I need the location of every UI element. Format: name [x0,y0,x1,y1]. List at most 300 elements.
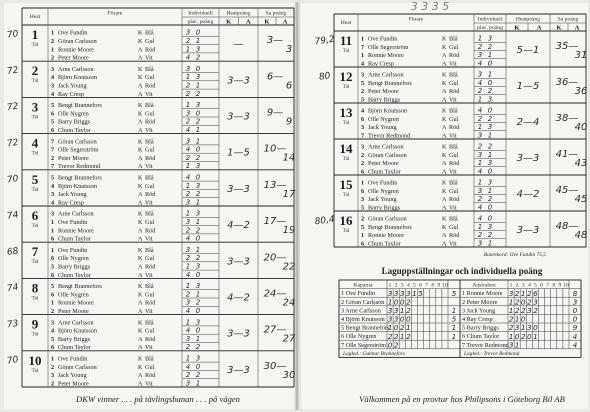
rider-place-handwritten: 3 [185,137,191,146]
rider-color: Blå [449,71,458,79]
rider-name: Ronnie Moore [368,232,404,240]
team2-rider-name: 5 Barry Briggs [462,324,499,332]
team2-rider-score-handwritten: 2 [520,306,526,315]
rider-team: A [442,204,447,212]
rider-points-handwritten: 2 [487,87,493,96]
rider-place-handwritten: 2 [185,343,191,352]
rider-place-handwritten: 1 [185,282,191,291]
rider-name: Trevor Redmond [368,132,411,140]
running-total-handwritten: 48— [555,221,579,232]
rider-gate: 7 [361,132,365,140]
team1-rider-score-handwritten: 0 [399,297,405,307]
rider-gate: 5 [361,223,365,231]
rider-team: K [442,187,447,195]
rider-gate: 7 [361,43,365,51]
rider-gate: 1 [361,232,365,240]
rider-gate: 2 [51,154,55,162]
rider-gate: 4 [51,182,55,190]
rider-team: A [138,227,143,235]
team2-rider-total-handwritten: 4 [572,331,578,341]
header-total: Sa poäng [265,10,287,17]
rider-gate: 6 [51,110,55,118]
rider-color: Blå [449,107,458,115]
team2-rider-score-handwritten: 6 [533,288,538,298]
rider-gate: 2 [361,151,365,159]
team1-rider-score-handwritten: 1 [405,323,411,333]
team2-rider-total-handwritten: 4 [572,340,578,350]
team2-rider-score-handwritten: 1 [514,314,520,324]
heat-result-handwritten: 1—5 [227,147,250,159]
rider-place-handwritten: 4 [185,53,191,62]
team2-rider-score-handwritten: 2 [508,314,514,324]
team2-rider-score-handwritten: 3 [533,297,538,307]
team2-heat-number: 4 [527,282,531,289]
rider-place-handwritten: 2 [185,371,191,380]
rider-gate: 6 [51,235,55,243]
rider-team: K [138,65,143,73]
rider-place-handwritten: 3 [477,131,483,140]
team2-rider-score-handwritten: 2 [514,288,520,298]
rider-color: Gul [145,327,155,335]
rider-name: Peter Moore [58,54,89,62]
rider-gate: 3 [361,71,365,79]
running-total-handwritten: 45 [574,194,588,205]
running-total-handwritten: 41— [555,149,579,160]
rider-name: Göran Carlsson [58,38,97,45]
team1-heat-number: 5 [413,282,416,289]
rider-team: K [138,219,143,226]
heat-number: 2 [31,63,39,79]
rider-color: Röd [145,82,156,90]
rider-gate: 1 [361,35,365,43]
rider-gate: 1 [51,299,55,307]
rider-gate: 5 [51,174,55,182]
rider-name: Björn Knutsson [58,182,98,190]
rider-name: Peter Moore [58,380,89,388]
rider-gate: 2 [361,215,365,223]
rider-gate: 2 [51,54,55,62]
rider-place-handwritten: 2 [477,195,483,204]
rider-place-handwritten: 2 [185,190,191,199]
team2-rider-score-handwritten: 0 [514,331,520,341]
rider-points-handwritten: 3 [195,181,201,190]
rider-place-handwritten: 3 [477,70,483,79]
rider-team: K [138,110,143,118]
rider-points-handwritten: 3 [195,209,201,218]
rider-gate: 6 [361,168,365,176]
rider-gate: 2 [51,380,55,388]
rider-team: A [442,60,447,68]
rider-place-handwritten: 2 [477,42,483,51]
heat-time-handwritten: 70 [6,29,20,41]
rider-color: Blå [145,29,154,37]
rider-color: Blå [145,174,154,182]
rider-place-handwritten: 2 [185,81,191,90]
heat-number: 11 [339,33,353,48]
heat-time-handwritten: 70 [6,355,20,367]
rider-points-handwritten: 3 [487,178,493,187]
header-team-k: K [514,24,520,32]
rider-points-handwritten: 0 [487,203,493,212]
team1-rider-name: 2 Göran Carlsson [341,298,385,306]
rider-name: Björn Knutsson [58,74,98,82]
rider-points-handwritten: 2 [487,42,493,51]
heat-number: 7 [31,244,39,260]
rider-color: Blå [449,143,458,151]
rider-team: K [138,74,143,82]
rider-name: Björn Knutsson [58,327,98,335]
rider-points-handwritten: 0 [195,64,201,73]
rider-color: Blå [145,355,154,363]
team1-rider-name: 6 Olle Nygren [341,333,377,341]
rider-team: A [138,118,143,126]
rider-gate: 1 [361,52,365,60]
team1-rider-score-handwritten: 2 [399,323,405,333]
rider-name: Chum Taylor [58,127,91,134]
rider-team: K [138,363,143,371]
rider-team: K [138,182,143,190]
rider-points-handwritten: 2 [195,89,201,98]
running-total-handwritten: 19 [282,225,296,237]
rider-color: Vit [449,168,457,176]
heat-time-handwritten: 68 [6,246,20,258]
rider-name: Barry Briggs [58,335,91,343]
running-total-handwritten: 45— [555,185,579,196]
rider-team: K [138,29,143,37]
rider-gate: 6 [361,115,365,123]
rider-gate: 7 [51,138,55,146]
running-total-handwritten: 14 [282,152,296,164]
header-individual: Individuell [477,16,503,23]
rider-gate: 3 [361,124,365,132]
rider-points-handwritten: 2 [487,195,493,204]
rider-place-handwritten: 1 [185,45,191,54]
team2-heat-number: 8 [552,282,556,289]
heat-result-handwritten: 3—3 [227,256,250,268]
team1-rider-total-handwritten: 1 [451,323,457,333]
rider-team: A [138,263,143,271]
rider-team: K [442,215,447,223]
team1-rider-score-handwritten: 3 [387,306,393,315]
running-total-handwritten: 9 [285,116,293,128]
heat-time-label: Tid [31,260,39,266]
rider-name: Trevor Redmond [58,163,101,171]
rider-team: K [442,179,447,187]
rider-gate: 3 [51,191,55,199]
heat-result-handwritten: 3—3 [516,225,540,236]
heat-time-label: Tid [342,85,350,90]
team1-heat-number: 2 [394,282,398,289]
rider-gate: 5 [361,96,365,104]
heat-number: 14 [339,141,353,156]
rider-place-handwritten: 2 [477,87,483,96]
team1-rider-score-handwritten: 1 [399,306,405,315]
rider-gate: 3 [51,372,55,380]
rider-place-handwritten: 1 [185,162,191,171]
heat-number: 6 [31,208,39,223]
rider-place-handwritten: 1 [477,159,483,168]
rider-color: Blå [145,210,154,218]
rider-gate: 6 [361,187,365,195]
header-total: Sa poäng [557,16,579,23]
rider-place-handwritten: 1 [185,262,191,271]
running-total-handwritten: 27— [263,324,287,336]
rider-team: K [442,223,447,231]
heat-result-handwritten: 3—3 [227,183,250,195]
team2-rider-score-handwritten: 2 [526,288,532,298]
team2-rider-score-handwritten: 1 [520,288,526,298]
rider-team: K [138,327,143,335]
rider-color: Röd [449,232,460,240]
heat-time-handwritten: 74 [6,282,20,295]
team2-heat-number: 9 [558,282,562,289]
rider-color: Gul [449,79,459,87]
team1-heat-number: 10 [442,282,448,289]
rider-color: Röd [449,124,460,132]
rider-points-handwritten: 0 [195,326,201,335]
heat-time-label: Tid [31,368,39,374]
heat-time-label: Tid [342,49,350,54]
rider-points-handwritten: 3 [195,101,201,110]
rider-gate: 4 [51,90,55,98]
rider-points-handwritten: 0 [195,362,201,371]
rider-name: Ove Fundin [368,35,398,43]
rider-color: Vit [145,54,153,62]
rider-place-handwritten: 4 [477,214,483,223]
running-total-handwritten: 13— [263,179,287,191]
rider-color: Röd [145,335,156,343]
rider-name: Peter Moore [58,308,89,315]
heat-number: 10 [28,352,42,368]
rider-team: K [138,146,143,154]
rider-points-handwritten: 0 [487,106,493,115]
rider-team: K [138,355,143,363]
heat-number: 5 [31,171,39,187]
team2-rider-name: 7 Trevor Redmond [462,341,509,349]
rider-team: A [138,380,143,388]
header-heat: Heat [29,14,41,20]
rider-points-handwritten: 1 [487,150,493,159]
team1-rider-name: 1 Ove Fundin [341,290,376,298]
right-footer: Välkommen på en provtur hos Philipsons i Göteborg Bil AB [359,394,565,404]
team1-heat-number: 4 [406,282,410,289]
rider-name: Ove Fundin [58,355,88,363]
team1-rider-score-handwritten: 3 [399,288,405,298]
team2-rider-score-handwritten: 0 [520,297,526,307]
team2-heat-number: 3 [521,282,525,289]
rider-color: Gul [145,363,155,371]
rider-name: Ove Fundin [58,29,88,37]
rider-team: A [138,372,143,380]
rider-gate: 4 [51,74,55,82]
rider-place-handwritten: 1 [477,123,483,132]
rider-points-handwritten: 3 [487,159,493,168]
rider-name: Barry Briggs [368,204,401,212]
header-individual: Individuell [188,10,213,17]
running-total-handwritten: 17 [282,188,296,200]
rider-name: Ray Cresp [368,60,394,68]
rider-name: Ronnie Moore [58,299,94,307]
rider-name: Bengt Brannefors [58,102,102,110]
rider-points-handwritten: 1 [487,131,493,140]
header-team-k: K [556,24,562,32]
rider-color: Röd [449,160,460,168]
rider-points-handwritten: 2 [195,153,201,162]
rider-place-handwritten: 4 [185,326,191,335]
rider-color: Gul [145,255,155,263]
rider-name: Jack Young [58,372,87,380]
rider-name: Arne Carlsson [368,143,404,151]
rider-gate: 5 [361,79,365,87]
rider-name: Ronnie Moore [368,52,404,60]
heat-time-label: Tid [31,43,39,48]
team2-rider-total-handwritten: 9 [572,323,578,333]
rider-team: K [442,43,447,51]
rider-team: A [138,127,143,134]
rider-points-handwritten: 0 [487,78,493,87]
rider-place-handwritten: 2 [185,254,191,263]
team2-rider-score-handwritten: 2 [526,297,532,307]
rider-color: Vit [145,380,153,388]
rider-name: Olle Nygren [58,255,89,263]
rider-team: A [138,191,143,199]
running-total-handwritten: 31 [574,50,588,61]
rider-name: Ray Cresp [58,199,84,207]
rider-color: Vit [145,308,153,315]
team1-rider-total-handwritten: 5 [451,314,457,324]
rider-place-handwritten: 1 [477,222,483,231]
team1-rider-name: 3 Arne Carlsson [341,307,381,315]
rider-team: K [138,138,143,146]
rider-name: Jack Young [368,124,397,132]
rider-color: Vit [145,127,153,134]
rider-name: Chum Taylor [368,168,401,176]
rider-gate: 2 [361,160,365,168]
rider-color: Röd [449,196,460,204]
header-individual-sub: plac. poäng [477,25,503,31]
heat-result-handwritten: 3—3 [227,75,250,87]
rider-place-handwritten: 3 [185,28,191,37]
rider-color: Blå [449,215,458,223]
rider-team: K [442,79,447,87]
rider-place-handwritten: 4 [185,173,191,182]
heat-time-label: Tid [31,115,39,121]
heat-number: 12 [339,69,353,84]
rider-points-handwritten: 1 [487,70,493,79]
rider-gate: 1 [51,219,55,226]
rider-name: Ronnie Moore [58,227,94,235]
rider-points-handwritten: 1 [487,186,493,195]
header-driver: Förare [107,10,123,17]
heat-time-label: Tid [342,229,350,234]
header-heat-points: Heatpoäng [515,16,541,23]
heat-number: 16 [339,213,353,228]
rider-place-handwritten: 1 [185,318,191,327]
running-total-handwritten: 38— [555,113,579,124]
team1-rider-total-handwritten: 5 [451,288,457,298]
rider-team: K [138,210,143,218]
rider-gate: 3 [51,210,55,218]
heat-time-handwritten: 80,4 [314,214,336,228]
rider-name: Bengt Brannefors [58,174,102,182]
rider-points-handwritten: 2 [195,343,201,352]
rider-team: K [442,151,447,159]
rider-place-handwritten: 4 [477,167,483,176]
rider-points-handwritten: 3 [195,282,201,291]
rider-gate: 3 [51,319,55,327]
rider-team: A [442,232,447,240]
rider-name: Jack Young [58,82,87,90]
rider-team: K [138,102,143,110]
team2-rider-score-handwritten: 0 [520,314,526,324]
rider-name: Bengt Brannefors [58,283,102,291]
running-total-handwritten: 22 [282,261,296,273]
team2-rider-score-handwritten: 2 [514,297,520,307]
rider-points-handwritten: 0 [195,145,201,154]
running-total-handwritten: 40 [574,122,588,133]
rider-points-handwritten: 3 [195,318,201,327]
rider-place-handwritten: 4 [477,106,483,115]
team2-rider-score-handwritten: 1 [508,331,514,341]
rider-name: Peter Moore [368,160,399,168]
running-total-handwritten: 43 [574,158,588,169]
rider-gate: 2 [361,88,365,96]
rider-points-handwritten: 1 [487,51,493,60]
team2-team-leader: Lagled.: Trevor Redmond [464,350,520,357]
rider-color: Röd [449,52,460,60]
rider-points-handwritten: 1 [487,239,493,248]
team1-heat-number: 6 [419,282,422,289]
header-team-a: A [245,18,251,26]
team1-rider-name: 7 Olle Segerström [341,341,387,349]
rider-gate: 1 [51,355,55,363]
summary-title: Laguppställningar och individuella poäng [381,266,543,276]
header-individual-sub: plac. poäng [187,19,214,25]
rider-color: Vit [145,199,153,207]
rider-team: A [138,199,143,207]
heat-result-handwritten: 4—2 [516,189,540,200]
rider-points-handwritten: 3 [487,123,493,132]
rider-place-handwritten: 2 [477,114,483,123]
rider-color: Gul [145,74,155,82]
rider-gate: 4 [361,107,365,115]
rider-color: Blå [145,138,154,146]
team2-rider-score-handwritten: 3 [526,306,532,315]
team2-heat-number: 2 [515,282,519,289]
rider-team: A [442,240,447,248]
team1-rider-score-handwritten: 2 [393,340,399,350]
team2-heat-number: 10 [563,282,569,289]
rider-points-handwritten: 1 [195,379,201,388]
rider-place-handwritten: 1 [477,95,483,104]
rider-place-handwritten: 3 [477,186,483,195]
rider-color: Röd [145,227,156,235]
heat-result-handwritten: 1—5 [516,81,540,92]
rider-gate: 7 [51,146,55,154]
rider-team: A [442,196,447,204]
rider-place-handwritten: 2 [185,153,191,162]
team2-rider-name: 4 Ray Cresp [462,316,493,323]
team1-rider-score-handwritten: 3 [393,314,399,324]
rider-name: Göran Carlsson [368,151,407,159]
rider-name: Björn Knutsson [368,107,408,115]
rider-name: Bengt Brannefors [368,79,412,87]
rider-team: A [442,96,447,104]
rider-team: A [138,154,143,162]
team1-rider-score-handwritten: 0 [405,314,411,324]
rider-name: Arne Carlsson [368,71,404,79]
rider-points-handwritten: 2 [195,371,201,380]
